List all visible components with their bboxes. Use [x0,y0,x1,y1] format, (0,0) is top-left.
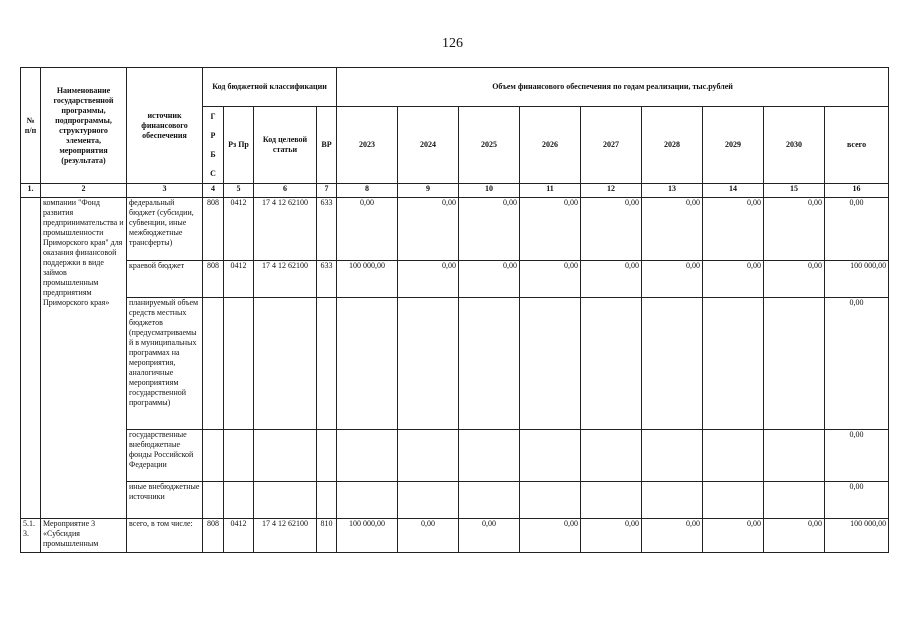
table-row [21,430,889,482]
total-cell: 0,00 [825,198,889,261]
financing-table [20,67,889,553]
header-row-1 [21,68,889,107]
header-name: Наименование государственной программы, подпрограммы, структурного элемента, мероприятия (результата) [41,68,127,184]
kcs-cell: 17 4 12 62100 [254,261,317,298]
page-number: 126 [442,36,463,51]
column-number: 5 [224,184,254,198]
value-cell: 100 000,00 [337,261,398,298]
measure-name-cell: компании "Фонд развития предпринимательства и промышленности Приморского края" для оказания финансовой поддержки в виде займов промышленным предприятиям Приморского края» [41,198,127,519]
header-year-2027: 2027 [581,107,642,184]
column-number: 15 [764,184,825,198]
header-year-2028: 2028 [642,107,703,184]
column-number: 2 [41,184,127,198]
value-cell: 0,00 [764,261,825,298]
column-number: 13 [642,184,703,198]
value-cell: 0,00 [398,519,459,553]
column-number: 10 [459,184,520,198]
value-cell: 0,00 [398,198,459,261]
value-cell: 0,00 [703,261,764,298]
header-year-2026: 2026 [520,107,581,184]
header-year-2030: 2030 [764,107,825,184]
column-number: 3 [127,184,203,198]
header-rzpr: Рз Пр [224,107,254,184]
column-number: 12 [581,184,642,198]
rzpr-cell: 0412 [224,261,254,298]
measure-name-cell: Мероприятие 3 «Субсидия промышленным [41,519,127,553]
rzpr-cell: 0412 [224,519,254,553]
value-cell: 0,00 [642,198,703,261]
kcs-cell: 17 4 12 62100 [254,519,317,553]
value-cell: 0,00 [459,261,520,298]
column-number: 7 [317,184,337,198]
value-cell: 0,00 [337,198,398,261]
grbs-cell: 808 [203,198,224,261]
vr-cell: 633 [317,198,337,261]
kcs-cell: 17 4 12 62100 [254,198,317,261]
row-num-cell [21,198,41,519]
column-number: 14 [703,184,764,198]
value-cell: 0,00 [764,198,825,261]
header-num: № п/п [21,68,41,184]
value-cell: 0,00 [520,519,581,553]
header-year-2023: 2023 [337,107,398,184]
source-cell: планируемый объем средств местных бюджетов (предусматриваемый в муниципальных программах на мероприятия, аналогичные мероприятиям государственной программы) [127,298,203,430]
value-cell: 0,00 [459,198,520,261]
table-row [21,198,889,261]
value-cell: 0,00 [581,519,642,553]
total-cell: 100 000,00 [825,261,889,298]
total-cell: 0,00 [825,298,889,430]
grbs-cell: 808 [203,519,224,553]
value-cell: 0,00 [520,261,581,298]
value-cell: 0,00 [703,519,764,553]
value-cell: 0,00 [459,519,520,553]
column-number: 16 [825,184,889,198]
column-number-row [21,184,889,198]
total-cell: 0,00 [825,482,889,519]
total-cell: 0,00 [825,430,889,482]
source-cell: всего, в том числе: [127,519,203,553]
column-number: 1. [21,184,41,198]
value-cell: 0,00 [398,261,459,298]
source-cell: федеральный бюджет (субсидии, субвенции, иные межбюджетные трансферты) [127,198,203,261]
value-cell: 0,00 [642,519,703,553]
header-grbs: Г Р Б С [203,107,224,184]
table-row [21,298,889,430]
column-number: 11 [520,184,581,198]
header-sources: источник финансового обеспечения [127,68,203,184]
rzpr-cell: 0412 [224,198,254,261]
row-num-cell: 5.1.3. [21,519,41,553]
header-total: всего [825,107,889,184]
header-kcs: Код целевой статьи [254,107,317,184]
vr-cell: 633 [317,261,337,298]
source-cell: иные внебюджетные источники [127,482,203,519]
column-number: 6 [254,184,317,198]
header-year-2025: 2025 [459,107,520,184]
value-cell: 100 000,00 [337,519,398,553]
source-cell: государственные внебюджетные фонды Российской Федерации [127,430,203,482]
value-cell: 0,00 [581,198,642,261]
header-year-2024: 2024 [398,107,459,184]
vr-cell: 810 [317,519,337,553]
column-number: 4 [203,184,224,198]
value-cell: 0,00 [581,261,642,298]
header-volume-group: Объем финансового обеспечения по годам реализации, тыс.рублей [337,68,889,107]
column-number: 9 [398,184,459,198]
header-year-2029: 2029 [703,107,764,184]
header-kbk-group: Код бюджетной классификации [203,68,337,107]
table-row [21,519,889,553]
table-row [21,261,889,298]
grbs-cell: 808 [203,261,224,298]
table-row [21,482,889,519]
header-vr: ВР [317,107,337,184]
value-cell: 0,00 [642,261,703,298]
column-number: 8 [337,184,398,198]
value-cell: 0,00 [703,198,764,261]
total-cell: 100 000,00 [825,519,889,553]
source-cell: краевой бюджет [127,261,203,298]
value-cell: 0,00 [764,519,825,553]
value-cell: 0,00 [520,198,581,261]
